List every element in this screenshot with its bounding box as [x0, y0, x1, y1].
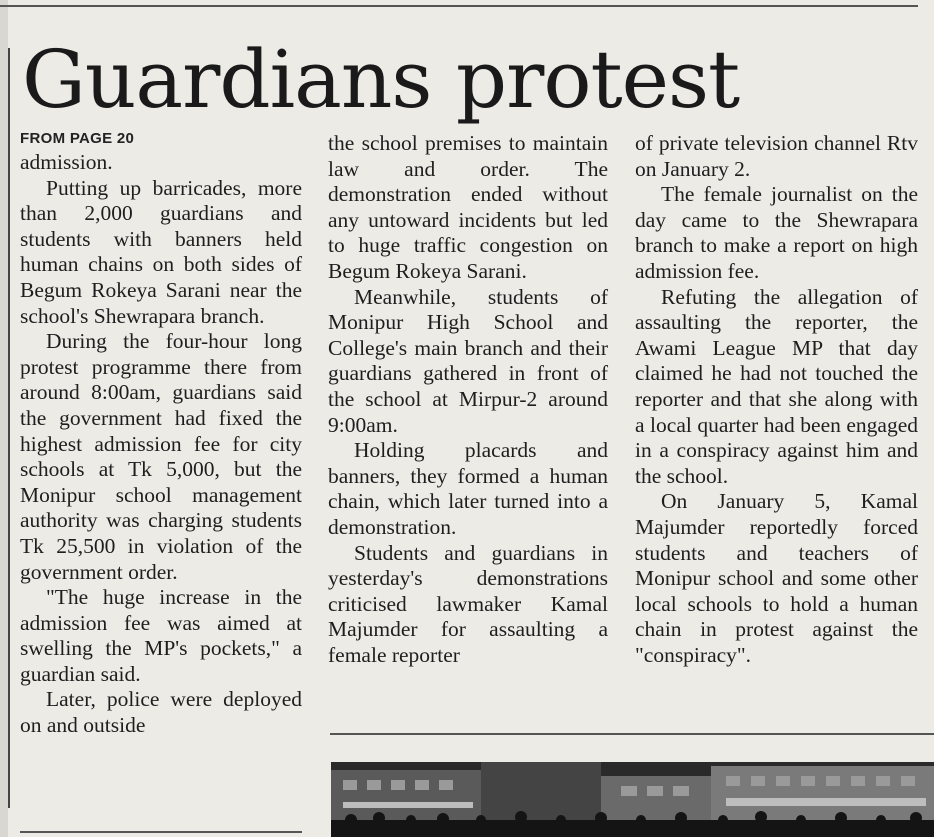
- paragraph: Refuting the allegation of assaulting the reporter, the Awami League MP that day claimed he had not touched the reporter and that she along with a local quarter had been engaged in a conspiracy against him and the school.: [635, 284, 918, 488]
- article-column-3: [635, 131, 918, 668]
- paragraph: During the four-hour long protest programme there from around 8:00am, guardians said the government had fixed the highest admission fee for city schools at Tk 5,000, but the Monipur school management authority was charging students Tk 25,500 in violation of the government order.: [20, 329, 302, 584]
- paragraph: Later, police were deployed on and outside: [20, 687, 302, 738]
- paragraph: admission.: [20, 150, 113, 174]
- page-edge: [0, 0, 8, 837]
- paragraph: Holding placards and banners, they formed a human chain, which later turned into a demonstration.: [328, 438, 608, 539]
- protest-photo: [331, 762, 934, 837]
- paragraph: "The huge increase in the admission fee was aimed at swelling the MP's pockets," a guardian said.: [20, 585, 302, 686]
- paragraph: the school premises to maintain law and order. The demonstration ended without any untoward incidents but led to huge traffic congestion on Begum Rokeya Sarani.: [328, 131, 608, 283]
- top-rule: [0, 5, 918, 7]
- building-photo-image: [331, 762, 934, 837]
- paragraph: Meanwhile, students of Monipur High School and College's main branch and their guardians gathered in front of the school at Mirpur-2 around 9:00am.: [328, 284, 608, 437]
- paragraph: The female journalist on the day came to the Shewrapara branch to make a report on high admission fee.: [635, 182, 918, 283]
- section-rule: [330, 733, 934, 735]
- kicker: FROM PAGE 20: [20, 130, 135, 147]
- article-column-1: [20, 128, 302, 739]
- paragraph: On January 5, Kamal Majumder reportedly forced students and teachers of Monipur school and some other local schools to hold a human chain in protest against the "conspiracy".: [635, 489, 918, 667]
- column-rule-left: [8, 48, 10, 808]
- paragraph: of private television channel Rtv on January 2.: [635, 131, 918, 181]
- headline: Guardians protest: [22, 33, 740, 126]
- paragraph: Students and guardians in yesterday's demonstrations criticised lawmaker Kamal Majumder for assaulting a female reporter: [328, 540, 608, 667]
- paragraph: Putting up barricades, more than 2,000 guardians and students with banners held human chains on both sides of Begum Rokeya Sarani near the school's Shewrapara branch.: [20, 175, 302, 328]
- article-column-2: [328, 131, 608, 668]
- bottom-rule: [20, 831, 302, 833]
